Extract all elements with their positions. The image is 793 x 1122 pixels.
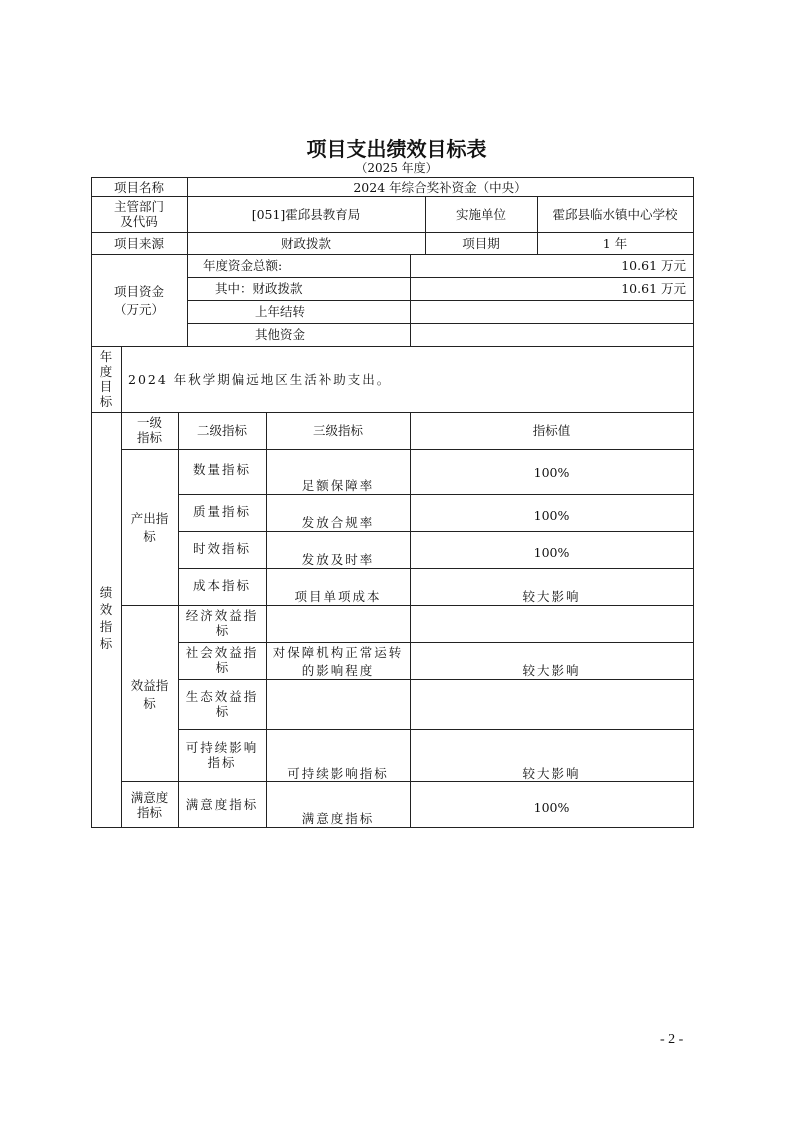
table-line <box>121 449 693 450</box>
project-name-value: 2024 年综合奖补资金（中央） <box>353 180 527 195</box>
table-cell: 时效指标 <box>192 541 251 556</box>
funds-carryover-label: 上年结转 <box>255 304 306 319</box>
table-cell: 数量指标 <box>192 462 251 477</box>
goal-label-char: 标 <box>99 394 113 409</box>
table-line <box>121 781 693 782</box>
table-line <box>187 277 693 278</box>
page-number: - 2 - <box>660 1032 684 1047</box>
table-cell: 可持续影响指标 <box>287 766 389 781</box>
table-line <box>91 346 693 347</box>
benefit-label-b: 标 <box>143 696 156 711</box>
table-cell: 质量指标 <box>192 504 251 519</box>
indicators-label-char: 绩 <box>99 585 113 600</box>
table-line <box>121 412 122 827</box>
table-cell: 标 <box>215 704 229 719</box>
table-line <box>91 827 694 828</box>
table-line <box>187 323 693 324</box>
benefit-label-a: 效益指 <box>130 678 169 693</box>
table-line <box>187 300 693 301</box>
table-line <box>178 729 693 730</box>
header-level1-a: 一级 <box>136 415 162 430</box>
table-line <box>91 177 693 178</box>
dept-label-line1: 主管部门 <box>113 199 164 214</box>
table-cell: 经济效益指 <box>185 608 259 623</box>
table-cell: 较大影响 <box>522 663 581 678</box>
table-line <box>187 177 188 346</box>
source-value: 财政拨款 <box>280 236 331 251</box>
table-cell: 指标 <box>207 755 237 770</box>
impl-unit-label: 实施单位 <box>455 207 506 222</box>
table-cell: 对保障机构正常运转 <box>272 645 404 660</box>
output-label-a: 产出指 <box>130 511 169 526</box>
table-cell: 社会效益指 <box>185 645 259 660</box>
table-line <box>693 177 694 828</box>
table-line <box>178 679 693 680</box>
table-line <box>91 254 693 255</box>
table-line <box>121 346 122 412</box>
indicators-label-char: 效 <box>99 602 113 617</box>
table-line <box>91 412 693 413</box>
goal-label-char: 目 <box>99 379 113 394</box>
table-cell: 100% <box>533 508 570 523</box>
table-cell: 标 <box>215 623 229 638</box>
table-line <box>178 642 693 643</box>
source-label: 项目来源 <box>113 236 164 251</box>
table-line <box>91 196 693 197</box>
indicators-label-char: 指 <box>99 619 113 634</box>
funds-fiscal-value: 10.61 万元 <box>621 281 686 296</box>
funds-label-line1: 项目资金 <box>113 284 164 299</box>
page-title: 项目支出绩效目标表 <box>306 137 487 161</box>
table-cell: 100% <box>533 800 570 815</box>
table-cell: 较大影响 <box>522 766 581 781</box>
page-subtitle: （2025 年度） <box>355 161 438 175</box>
table-cell: 100% <box>533 545 570 560</box>
header-level2: 二级指标 <box>196 423 247 438</box>
header-level3: 三级指标 <box>312 423 363 438</box>
table-cell: 生态效益指 <box>185 689 259 704</box>
header-value: 指标值 <box>532 423 571 438</box>
funds-total-label: 年度资金总额: <box>203 258 283 273</box>
goal-label-char: 年 <box>99 349 113 364</box>
table-cell: 可持续影响 <box>185 740 259 755</box>
output-label-b: 标 <box>143 529 156 544</box>
impl-unit-value: 霍邱县临水镇中心学校 <box>552 207 678 222</box>
table-cell: 发放及时率 <box>301 552 375 567</box>
goal-text: 2024 年秋学期偏远地区生活补助支出。 <box>128 372 392 387</box>
funds-fiscal-label: 其中：财政拨款 <box>215 281 303 296</box>
funds-label-line2: （万元） <box>113 302 164 317</box>
table-line <box>91 177 92 828</box>
table-cell: 项目单项成本 <box>294 589 382 604</box>
indicators-label-char: 标 <box>99 636 113 651</box>
period-value: 1 年 <box>602 236 628 251</box>
satisfaction-label-b: 指标 <box>136 805 162 820</box>
funds-total-value: 10.61 万元 <box>621 258 686 273</box>
table-cell: 100% <box>533 465 570 480</box>
table-cell: 满意度指标 <box>301 811 375 826</box>
dept-value: [051]霍邱县教育局 <box>251 207 361 222</box>
table-line <box>266 412 267 827</box>
table-line <box>178 531 693 532</box>
header-level1-b: 指标 <box>136 430 162 445</box>
table-cell: 足额保障率 <box>301 478 375 493</box>
table-line <box>178 568 693 569</box>
dept-label-line2: 及代码 <box>120 214 158 229</box>
funds-other-label: 其他资金 <box>255 327 306 342</box>
satisfaction-label-a: 满意度 <box>130 790 169 805</box>
table-cell: 发放合规率 <box>301 515 375 530</box>
table-cell: 标 <box>215 660 229 675</box>
table-line <box>121 605 693 606</box>
table-cell: 的影响程度 <box>301 663 375 678</box>
period-label: 项目期 <box>462 236 500 251</box>
table-line <box>178 494 693 495</box>
project-name-label: 项目名称 <box>113 180 164 195</box>
table-cell: 满意度指标 <box>185 797 259 812</box>
table-cell: 较大影响 <box>522 589 581 604</box>
table-cell: 成本指标 <box>192 578 251 593</box>
goal-label-char: 度 <box>99 364 113 379</box>
table-line <box>91 232 693 233</box>
